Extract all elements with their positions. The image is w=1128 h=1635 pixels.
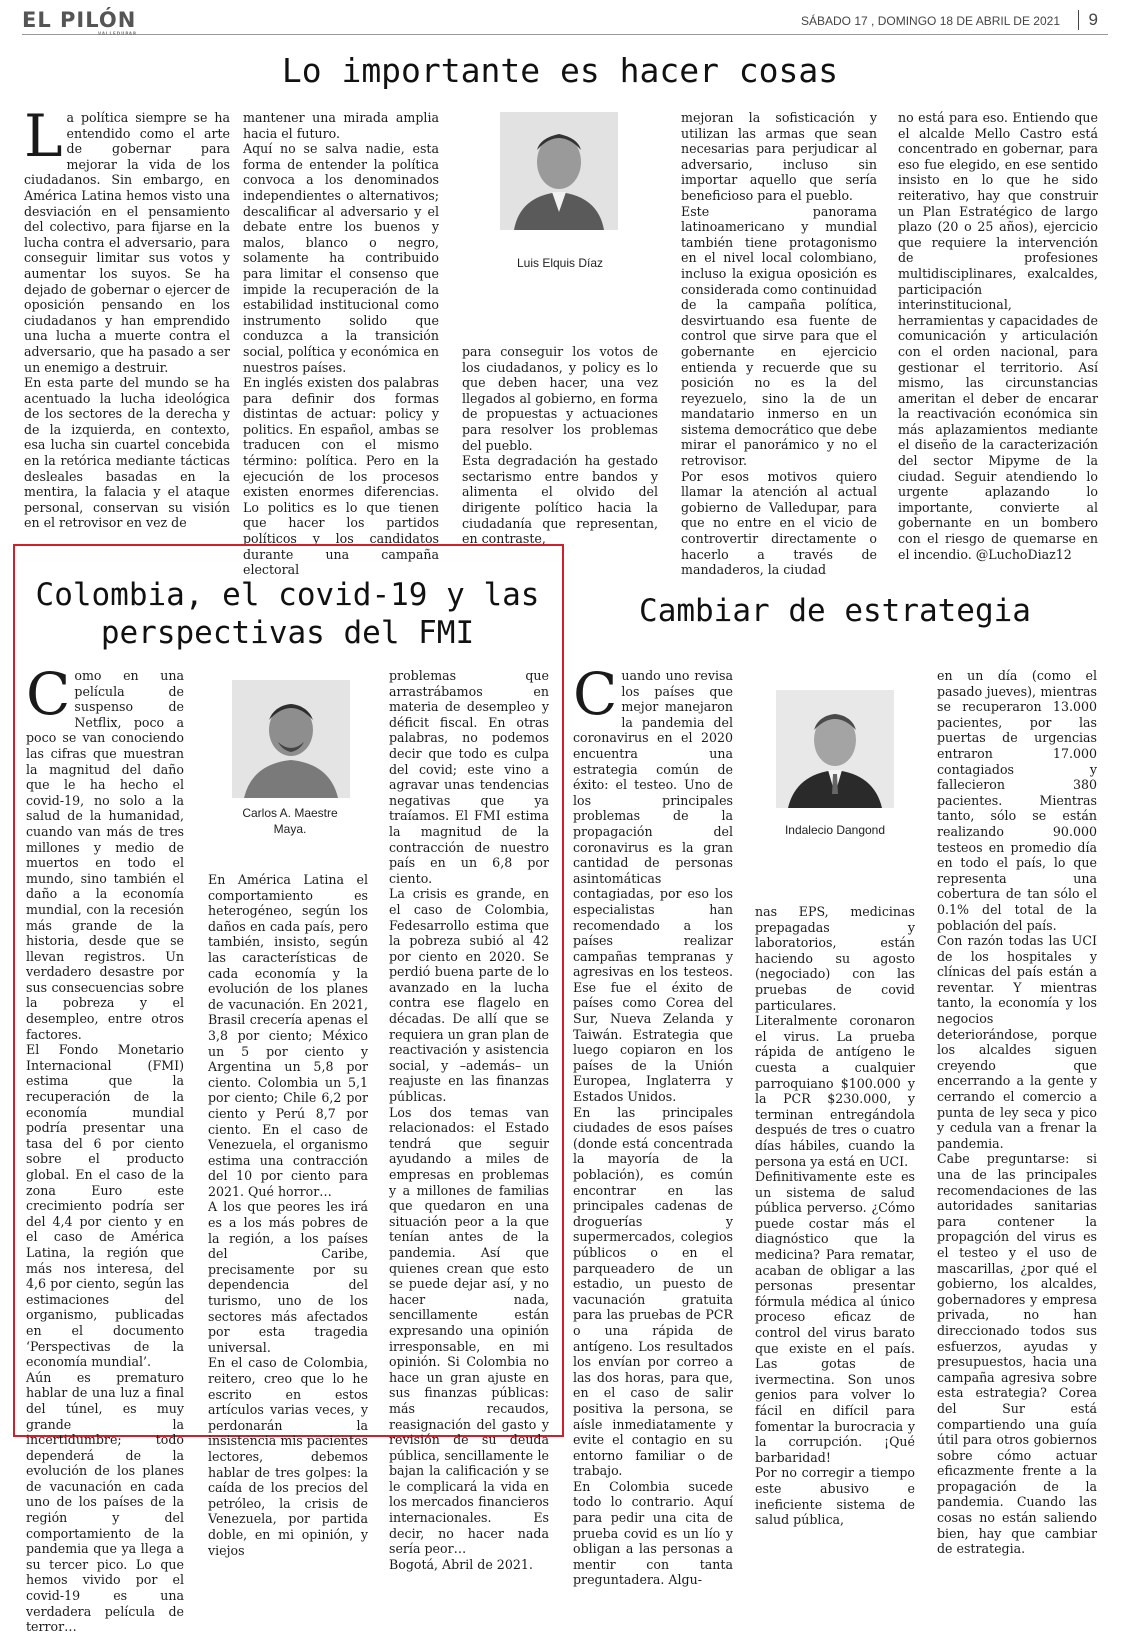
article1-column-5: no está para eso. Entiendo que el alcalde Mello Castro está concentrado en gobernar, para eso fue elegido, en ese sentido insisto en lo que he sido reiterativo, hay que construir un Plan Estratégico de largo plazo (20 o 25 años), ejercicio que requiere la intervención de profesiones multidisciplinares, exalcaldes, participación interinstitucional, herramientas y capacidades de comunicación y articulación con el orden nacional, para gestionar el territorio. Así mismo, las circunstancias ameritan el deber de encarar la reactivación económica sin más aplazamientos mediante el diseño de la caracterización del sector Mipyme de la ciudad. Seguir atendiendo lo urgente aplazando lo importante, convierte al gobernante en un bombero con el riesgo de quemarse en el incendio. @LuchoDiaz12 <box>898 110 1098 562</box>
article3-author-caption: Indalecio Dangond <box>784 823 886 837</box>
article1-dropcap: L <box>24 102 63 170</box>
article1-title: Lo importante es hacer cosas <box>281 51 839 90</box>
article2-column-3: problemas que arrastrábamos en materia de desempleo y déficit fiscal. En otras palabras, no podemos decir que todo es culpa del covid; este vino a agravar unas tendencias negativas que ya traíamos. El FMI estima la magnitud de la contracción de nuestro país en un 6,8 por ciento. La crisis es grande, en el caso de Colombia, Fedesarrollo estima que la pobreza subió al 42 por ciento en 2020. Se perdió buena parte de lo avanzado en la lucha contra ese flagelo en décadas. De allí que se requiera un gran plan de reactivación y asistencia social, y –además– un reajuste en las finanzas públicas. Los dos temas van relacionados: el Estado tendrá que seguir ayudando a miles de empresas en problemas y a millones de familias que quedaron en una situación peor a la que tenían antes de la pandemia. Así que quienes crean que esto se puede dejar así, y no hacer nada, sencillamente están expresando una opinión irresponsable, en mi opinión. Si Colombia no hace un gran ajuste en sus finanzas públicas: más recaudos, reasignación del gasto y revisión de su deuda pública, sencillamente le bajan la calificación y se le complicará la vida en los mercados financieros internacionales. Es decir, no hacer nada sería peor… Bogotá, Abril de 2021. <box>389 668 549 1572</box>
article1-author-caption: Luis Elquis Díaz <box>516 256 604 270</box>
page-number: 9 <box>1078 10 1098 30</box>
portrait-icon <box>500 112 618 230</box>
article2-author-caption: Carlos A. Maestre Maya. <box>242 806 338 836</box>
portrait-icon <box>232 680 350 798</box>
author-photo-indalecio-dangond <box>776 690 894 808</box>
masthead <box>22 8 1108 35</box>
author-photo-carlos-maestre <box>232 680 350 798</box>
article3-column-3: en un día (como el pasado jueves), mientras se recuperaron 13.000 pacientes, por las puertas de urgencias entraron 17.000 contagiados y fallecieron 380 pacientes. Mientras tanto, sólo se están realizando 90.000 testeos en promedio día en todo el país, lo que representa una cobertura de tan sólo el 0.1% del total de la población del país. Con razón todas las UCI de los hospitales y clínicas del país están a reventar. Y mientras tanto, la economía y los negocios deteriorándose, porque los alcaldes siguen creyendo que encerrando a la gente y cerrando el comercio a punta de ley seca y pico y cedula van a frenar la pandemia. Cabe preguntarse: si una de las principales recomendaciones de las autoridades sanitarias para contener la propagción del virus es el testeo y el uso de mascarillas, ¿por qué el gobierno, los alcaldes, gobernadores y empresa privada, no han direccionado todos sus esfuerzos, ayudas y presupuestos, hacia una campaña agresiva sobre esta estrategia? Corea del Sur está compartiendo una guía útil para otros gobiernos sobre cómo actuar eficazmente frente a la propagación de la pandemia. Cuando las cosas no están saliendo bien, hay que cambiar de estrategia. <box>937 668 1097 1557</box>
article1-column-4: mejoran la sofisticación y utilizan las armas que sean necesarias para perjudicar al adversario, incluso sin importar aquello que sería beneficioso para el pueblo. Este panorama latinoamericano y mundial también tiene protagonismo en el nivel local colombiano, incluso la exigua oposición es considerada como continuidad de la campaña política, desvirtuando esa fuente de control que sirve para que el gobernante en ejercicio entienda y recuerde que su posición no es la del reyezuelo, sino la de un mandatario inmerso en un sistema democrático que debe mirar el panorámico y no el retrovisor. Por esos motivos quiero llamar la atención al actual gobierno de Valledupar, para que no entre en el vicio de controvertir directamente o hacerlo a través de mandaderos, la ciudad <box>681 110 877 578</box>
article3-column-2: nas EPS, medicinas prepagadas y laboratorios, están haciendo su agosto (negociado) con las pruebas de covid particulares. Literalmente coronaron el virus. La prueba rápida de antígeno le cuesta a cualquier parroquiano $100.000 y la PCR $230.000, y terminan entregándola después de tres o cuatro días hábiles, cuando la persona ya está en UCI. Definitivamente este es un sistema de salud pública perverso. ¿Cómo puede costar más el diagnóstico que la medicina? Para rematar, acaban de obligar a las personas presentar fórmula médica al único proceso eficaz de control del virus barato que existe en el país. Las gotas de ivermectina. Son unos genios para volver lo fácil en difícil para fomentar la burocracia y la corrupción. ¡Qué barbaridad! Por no corregir a tiempo este abusivo e ineficiente sistema de salud pública, <box>755 904 915 1528</box>
dateline: SÁBADO 17 , DOMINGO 18 DE ABRIL DE 2021 <box>801 14 1060 28</box>
author-photo-luis-elquis-diaz <box>500 112 618 230</box>
article2-column-2: En América Latina el comportamiento es heterogéneo, según los daños en cada país, pero también, insisto, según las características de cada economía y la evolución de los planes de vacunación. En 2021, Brasil crecería apenas el 3,8 por ciento; México un 5 por ciento y Argentina un 5,8 por ciento. Colombia un 5,1 por ciento; Chile 6,2 por ciento y Perú 8,7 por ciento. En el caso de Venezuela, el organismo estima una contracción del 10 por ciento para 2021. Qué horror… A los que peores les irá es a los más pobres de la región, a los países del Caribe, precisamente por su dependencia del turismo, uno de los sectores más afectados por esta tragedia universal. En el caso de Colombia, reitero, creo que lo he escrito en estos artículos varias veces, y perdonarán la insistencia mis pacientes lectores, debemos hablar de tres golpes: la caída de los precios del petróleo, la crisis de Venezuela, por partida doble, en mi opinión, y viejos <box>208 872 368 1558</box>
portrait-icon <box>776 690 894 808</box>
article3-title: Cambiar de estrategia <box>639 593 1031 629</box>
article1-column-1: L a política siempre se ha entendido como el arte de gobernar para mejorar la vida de los ciudadanos. Sin embargo, en América Latina hemos visto una desviación en el pensamiento del colectivo, para fijarse en la lucha contra el adversario, para conseguir limitar sus votos y aumentar los suyos. Se ha dejado de gobernar o ejercer de oposición pensando en los ciudadanos y han emprendido una lucha a muerte contra el adversario, que ha pasado a ser un enemigo a destruir. En esta parte del mundo se ha acentuado la lucha ideológica de los sectores de la derecha y de la izquierda, en contexto, esa lucha sin cuartel concebida en la retórica mediante tácticas desleales basadas en la mentira, la falacia y el ataque personal, conservan su visión en el retrovisor en vez de <box>24 102 230 531</box>
article3-column-1: C uando uno revisa los países que mejor manejaron la pandemia del coronavirus en el 2020 encuentra una estrategia común de éxito: el testeo. Uno de los principales problemas de la propagación del coronavirus es la gran cantidad de personas asintomáticas contagiadas, por eso los especialistas han recomendado a los países realizar campañas tempranas y agresivas en los testeos. Ese fue el éxito de países como Corea del Sur, Nueva Zelanda y Taiwán. Estrategia que luego copiaron en los países de la Unión Europea, Inglaterra y Estados Unidos. En las principales ciudades de esos países (donde está concentrada la mayoría de la población), es común encontrar en las principales cadenas de droguerías y supermercados, colegios públicos o en el parqueadero de un estadio, un puesto de vacunación gratuita para las pruebas de PCR o una rápida de antígeno. Los resultados los envían por correo a las dos horas, para que, en el caso de salir positiva la persona, se aísle inmediatamente y evite el contagio en su entorno familiar o de trabajo. En Colombia sucede todo lo contrario. Aquí para pedir una cita de prueba covid es un lío y obligan a las personas a mentir con tanta preguntadera. Algu- <box>573 660 733 1588</box>
article2-dropcap: C <box>26 660 71 728</box>
article3-dropcap: C <box>573 660 618 728</box>
article1-column-2: mantener una mirada amplia hacia el futuro. Aquí no se salva nadie, esta forma de entender la política convoca a los denominados independientes o alternativos; descalificar al adversario y el debate entre los buenos y malos, blanco o negro, solamente ha contribuido para limitar el consenso que impide la recuperación de la estabilidad institucional como instrumento solido que conduzca a la transición social, política y económica en nuestros países. En inglés existen dos palabras para definir dos formas distintas de actuar: policy y politics. En español, ambas se traducen con el mismo término: política. Pero en la ejecución de los procesos existen enormes diferencias. Lo politics es lo que tienen que hacer los partidos políticos y los candidatos durante una campaña electoral <box>243 110 439 578</box>
article2-title: Colombia, el covid-19 y las perspectivas del FMI <box>35 577 540 651</box>
article1-column-3: para conseguir los votos de los ciudadanos, y policy es lo que deben hacer, una vez llegados al gobierno, en forma de propuestas y actuaciones para resolver los problemas del pueblo. Esta degradación ha gestado sectarismo entre bandos y alimenta el olvido del dirigente político hacia la ciudadanía que representan, en contraste, <box>462 344 658 547</box>
newspaper-logo: EL PILÓN VALLEDUPAR <box>22 8 138 36</box>
article2-column-1: C omo en una película de suspenso de Netflix, poco a poco se van conociendo las cifras que muestran la magnitud del daño que le ha hecho el covid-19, no solo a la salud de la humanidad, cuando van más de tres millones y medio de muertos en todo el mundo, sino también el daño a la economía mundial, con la recesión más grande de la historia, desde que se llevan registros. Un verdadero desastre por sus consecuencias sobre la pobreza y el desempleo, entre otros factores. El Fondo Monetario Internacional (FMI) estima que la recuperación de la economía mundial podría presentar una tasa del 6 por ciento sobre el producto global. En el caso de la zona Euro este crecimiento podría ser del 4,4 por ciento y en el caso de América Latina, la región que más nos interesa, del 4,6 por ciento, según las estimaciones del organismo, publicadas en el documento ‘Perspectivas de la economía mundial’. Aún es prematuro hablar de una luz a final del túnel, es muy grande la incertidumbre; todo dependerá de la evolución de los planes de vacunación en cada uno de los países de la región y del comportamiento de la pandemia que ya llega a su tercer pico. Lo que hemos vivido por el covid-19 es una verdadera película de terror… <box>26 660 184 1635</box>
